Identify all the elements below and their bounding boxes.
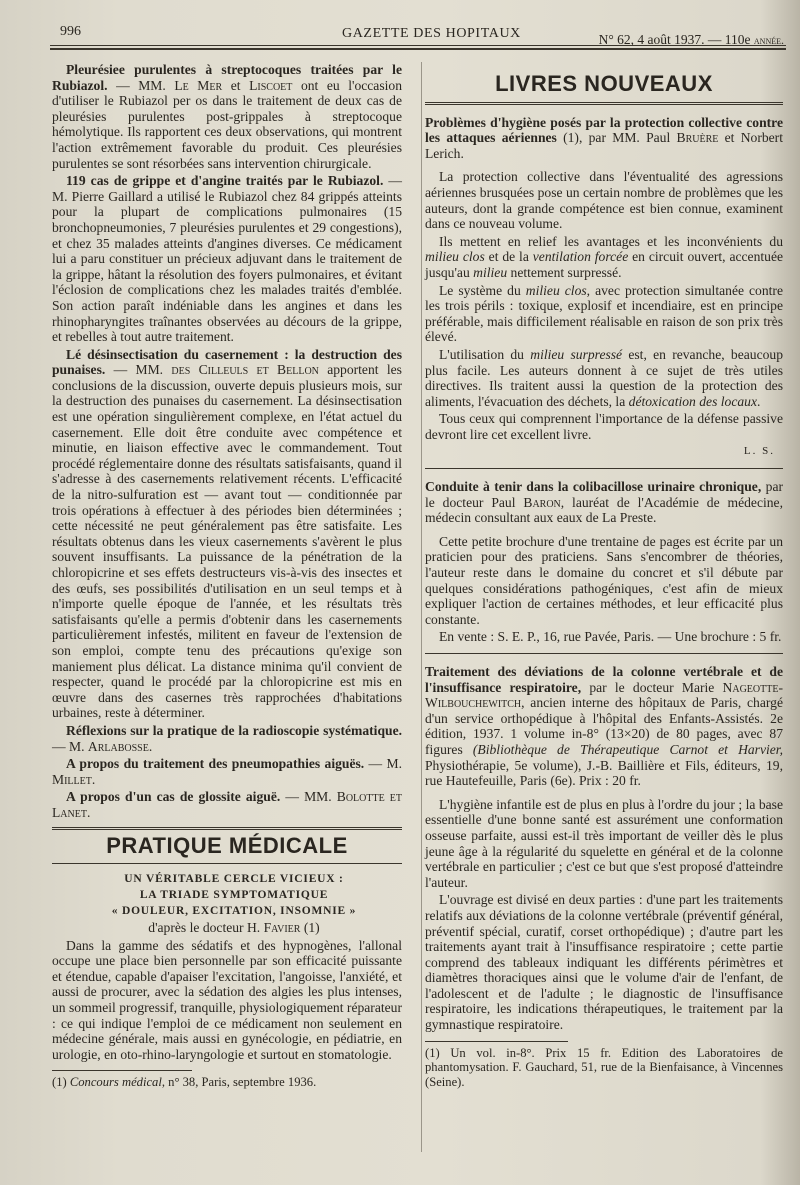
review-title-3: Traitement des déviations de la colonne vertébrale et de l'insuffisance respiratoire, par le docteur Marie Nageotte-Wilbouchewitch, ancien interne des hôpitaux de Paris, chargé d'un service orthopédique à l'hôpital des Enfants-Assistés. 2e édition, 1937. 1 volume in-8° (13×20) de 80 pages, avec 87 figures (Bibliothèque de Thérapeutique Carnot et Harvier, Physiothérapie, 5e volume), J.-B. Baillière et Fils, éditeurs, 19, rue Hautefeuille, Paris (6e). Prix : 20 fr. — [425, 664, 783, 789]
byline: d'après le docteur H. Favier (1) — [148, 920, 320, 936]
journal-title: GAZETTE DES HOPITAUX — [342, 26, 521, 41]
review-rule — [425, 468, 783, 469]
column-divider — [421, 62, 422, 1152]
review-signature: L. S. — [743, 445, 775, 458]
footnote-left: (1) Concours médical, n° 38, Paris, septembre 1936. — [52, 1075, 317, 1090]
review-1-para-4: L'utilisation du milieu surpressé est, en revanche, beaucoup plus facile. Les auteurs donnent à ce sujet de très utiles directives. Ils traitent aussi la question de la protection des aliments, l'évacuation des déchets, la détoxication des locaux. — [425, 346, 783, 409]
review-1-para-5: Tous ceux qui comprennent l'importance de la défense passive devront lire cet excellent livre. — [425, 411, 783, 442]
review-1-para-1: La protection collective dans l'éventualité des agressions aériennes brusquées pose un certain nombre de problèmes que les auteurs, dont la grande compétence est bien connue, examinent dans ce nouveau volume. — [425, 169, 783, 232]
page-header — [60, 18, 788, 47]
section-title-livres: LIVRES NOUVEAUX — [495, 71, 713, 96]
subheading-2: LA TRIADE SYMPTOMATIQUE — [139, 889, 329, 902]
article-pneumopathies: A propos du traitement des pneumopathies aiguës. — M. Millet. — [52, 756, 402, 787]
footnote-right: (1) Un vol. in-8°. Prix 15 fr. Edition des Laboratoires de phantomysation. F. Gauchard, 51, rue de la Bienfaisance, à Vincennes (Seine). — [425, 1045, 783, 1089]
footnote-rule — [52, 1070, 192, 1071]
header-rule-thick — [50, 48, 786, 50]
section-title-pratique: PRATIQUE MÉDICALE — [106, 832, 348, 858]
footnote-rule — [425, 1041, 568, 1042]
review-1-para-2: Ils mettent en relief les avantages et les inconvénients du milieu clos et de la ventilation forcée en circuit ouvert, accentuée jusqu'au milieu nettement surpressé. — [425, 233, 784, 280]
subheading-1: UN VÉRITABLE CERCLE VICIEUX : — [124, 873, 344, 886]
article-pleuresie: Pleurésiee purulentes à streptocoques traitées par le Rubiazol. — MM. Le Mer et Liscoet ont eu l'occasion d'utiliser le Rubiazol per os dans le traitement de deux cas de pleurésies purulentes post-grippales à streptocoque hémolytique. Ils rapportent ces deux observations, qui montrent l'action extrêmement favorable du produit. Ces pleurésies purulentes se sont résorbées sans intervention chirurgicale. — [52, 62, 402, 171]
right-column — [425, 62, 783, 1091]
section-rule — [52, 863, 402, 864]
review-2-para-2: En vente : S. E. P., 16, rue Pavée, Paris. — Une brochure : 5 fr. — [439, 629, 782, 645]
review-title-2: Conduite à tenir dans la colibacillose urinaire chronique, par le docteur Paul Baron, lauréat de l'Académie de médecine, médecin consultant aux eaux de La Preste. — [425, 479, 783, 526]
review-3-para-2: L'ouvrage est divisé en deux parties : d'une part les traitements relatifs aux déviations de la colonne vertébrale (préventif général, préventif spécial, curatif, corset orthopédique) ; d'autre part les traitements ayant trait à l'insuffisance respiratoire ; cette partie comprend des tableaux indiquant les différents périmètres et diamètres thoraciques ainsi que le volume d'air de l'enfant, de l'adolescent et de l'adulte ; le diagnostic de l'insuffisance respiratoire, les indications thérapeutiques, le traitement par la gymnastique respiratoire. — [425, 892, 783, 1033]
subheading-3: « DOULEUR, EXCITATION, INSOMNIE » — [111, 905, 357, 918]
article-sedatifs: Dans la gamme des sédatifs et des hypnogènes, l'allonal occupe une place bien personnelle par son efficacité puissante et étendue, capable d'apaiser l'excitation, l'angoisse, l'anxiété, et aussi de procurer, avec la sédation des algies les plus intenses, un sommeil progressif, tranquille, physiologiquement réparateur : ce qui indique l'emploi de ce médicament non seulement en médecine générale, mais aussi en gynécologie, en pédiatrie, en urologie, en oto-rhino-laryngologie et surtout en stomatologie. — [52, 937, 402, 1062]
review-3-para-1: L'hygiène infantile est de plus en plus à l'ordre du jour ; la base essentielle d'une bonne santé est assurément une conformation osseuse parfaite, aussi est-il très important de veiller dès le plus jeune âge à la régularité du squelette en général et de la colonne vertébrale en particulier ; c'est ce but que s'est proposé d'atteindre l'auteur. — [425, 796, 783, 890]
page-number: 996 — [60, 24, 81, 39]
article-glossite: A propos d'un cas de glossite aiguë. — MM. Bolotte et Lanet. — [52, 789, 403, 820]
article-desinsectisation: Lé désinsectisation du casernement : la destruction des punaises. — MM. des Cilleuls et Bellon apportent les conclusions de la discussion, ouverte depuis plusieurs mois, sur la destruction des punaises du casernement. La désinsectisation est une opération singulièrement complexe, en l'état actuel du casernement. Elle doit être conduite avec compétence et minutie, en liaison effective avec le commandement. Tout procédé réglementaire donne des résultats satisfaisants, quand il s'adresse à des casernements relativement récents. L'efficacité de la nitro-sulfuration est — avant tout — conditionnée par trois opérations à effectuer à des périodes bien déterminées ; cette nécessité ne peut généralement pas être satisfaite. Les résultats obtenus dans les vieux casernements s'avèrent le plus souvent insuffisants. La puissance de la pénétration de la chloropicrine et ses effets destructeurs vis-à-vis des insectes et des œufs, ses possibilités d'utilisation en un seul temps et à n'importe quelle époque de l'année, et les résultats très satisfaisants qu'elle a permis d'obtenir dans les casernements particulièrement infestés, militent en faveur de l'extension de son emploi, compte tenu des précautions qu'exige son maniement plus délicat. La distance minima qu'il convient de respecter, quand le procédé par la chloropicrine est mis en œuvre dans des casernes très rapprochées d'habitations urbaines, reste à déterminer. — [52, 346, 402, 721]
review-1-para-3: Le système du milieu clos, avec protection simultanée contre les trois périls : toxique, explosif et incendiaire, est en principe préférable, mais difficilement réalisable en raison de son prix très élevé. — [425, 282, 783, 345]
article-radioscopie: Réflexions sur la pratique de la radioscopie systématique. — M. Arlabosse. — [52, 722, 402, 754]
section-divider — [425, 102, 783, 105]
review-2-para-1: Cette petite brochure d'une trentaine de pages est écrite par un praticien pour des praticiens. Sans s'encombrer de théories, l'auteur reste dans le domaine du concret et s'il débute par quelques considérations pathogéniques, c'est afin de mieux expliquer l'action de certaines méthodes, et leur efficacité plus constante. — [425, 533, 783, 627]
article-grippe: 119 cas de grippe et d'angine traités par le Rubiazol. — M. Pierre Gaillard a utilisé le Rubiazol chez 84 grippés atteints pour la plupart de complications pulmonaires (15 bronchopneumonies, 7 pleurésies purulentes et 29 congestions), et chez 35 malades atteints d'angines diverses. Ce médicament lui a paru constituer un précieux adjuvant dans le traitement de la grippe, hâtant la résolution des foyers pulmonaires, et évitant l'éclosion de complications chez les malades traités d'emblée. Son action paraît indéniable dans les angines et dans les rhinopharyngites traînantes observées au décours de la grippe, et rebelles à tout autre traitement. — [52, 173, 402, 345]
review-rule — [425, 653, 783, 654]
section-divider — [52, 827, 402, 830]
issue-info: N° 62, 4 août 1937. — 110e année. — [598, 32, 784, 47]
review-title-1: Problèmes d'hygiène posés par la protection collective contre les attaques aériennes (1), par MM. Paul Bruère et Norbert Lerich. — [425, 114, 783, 161]
header-rule — [50, 45, 786, 46]
left-column — [52, 62, 402, 1092]
